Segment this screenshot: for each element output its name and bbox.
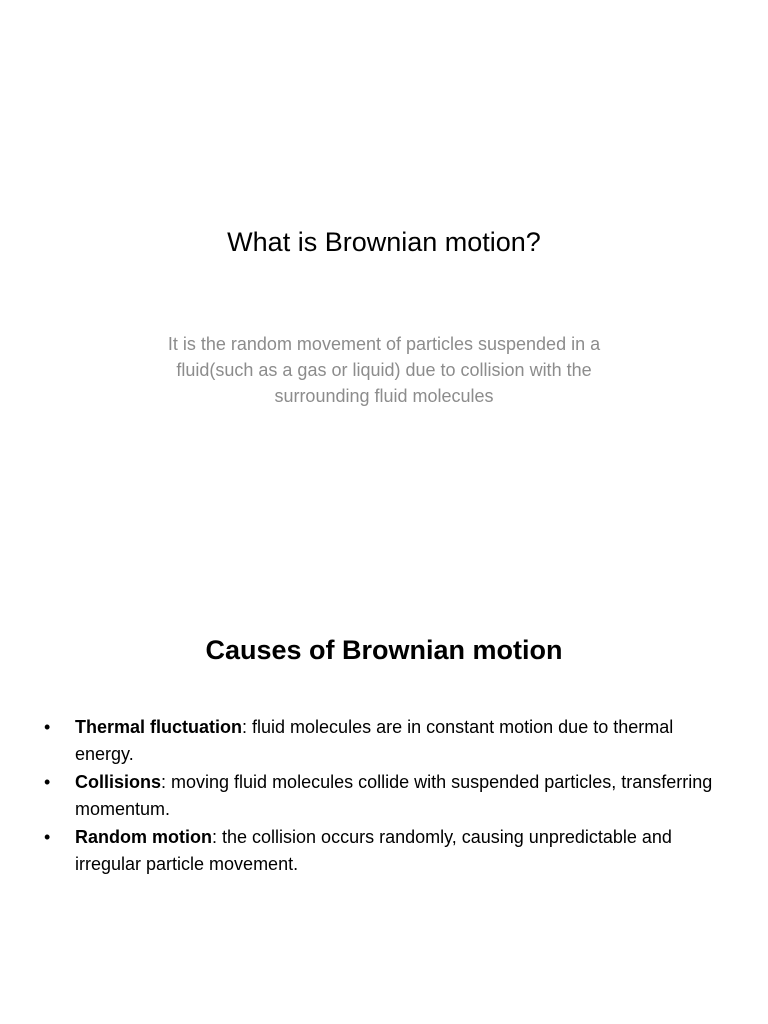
item-description: : fluid molecules are in constant motion due to thermal energy. bbox=[75, 717, 674, 764]
item-description: : the collision occurs randomly, causing unpredictable and irregular particle movement. bbox=[75, 827, 672, 874]
list-item-random-motion bbox=[40, 824, 730, 878]
causes-list bbox=[40, 714, 730, 879]
item-term: Random motion bbox=[75, 827, 212, 847]
section-heading: Causes of Brownian motion bbox=[205, 635, 563, 665]
list-item-thermal-fluctuation bbox=[40, 714, 730, 768]
bullet-icon: • bbox=[44, 827, 51, 847]
slide-subtitle: It is the random movement of particles suspended in a fluid(such as a gas or liquid) due to collision with the surrounding fluid molecules bbox=[167, 334, 601, 406]
slide-title: What is Brownian motion? bbox=[227, 227, 541, 257]
item-term: Thermal fluctuation bbox=[75, 717, 243, 737]
bullet-icon: • bbox=[44, 717, 51, 737]
item-term: Collisions bbox=[75, 772, 162, 792]
bullet-icon: • bbox=[44, 772, 51, 792]
item-description: : moving fluid molecules collide with suspended particles, transferring momentum. bbox=[75, 772, 713, 819]
list-item-collisions bbox=[40, 769, 730, 823]
